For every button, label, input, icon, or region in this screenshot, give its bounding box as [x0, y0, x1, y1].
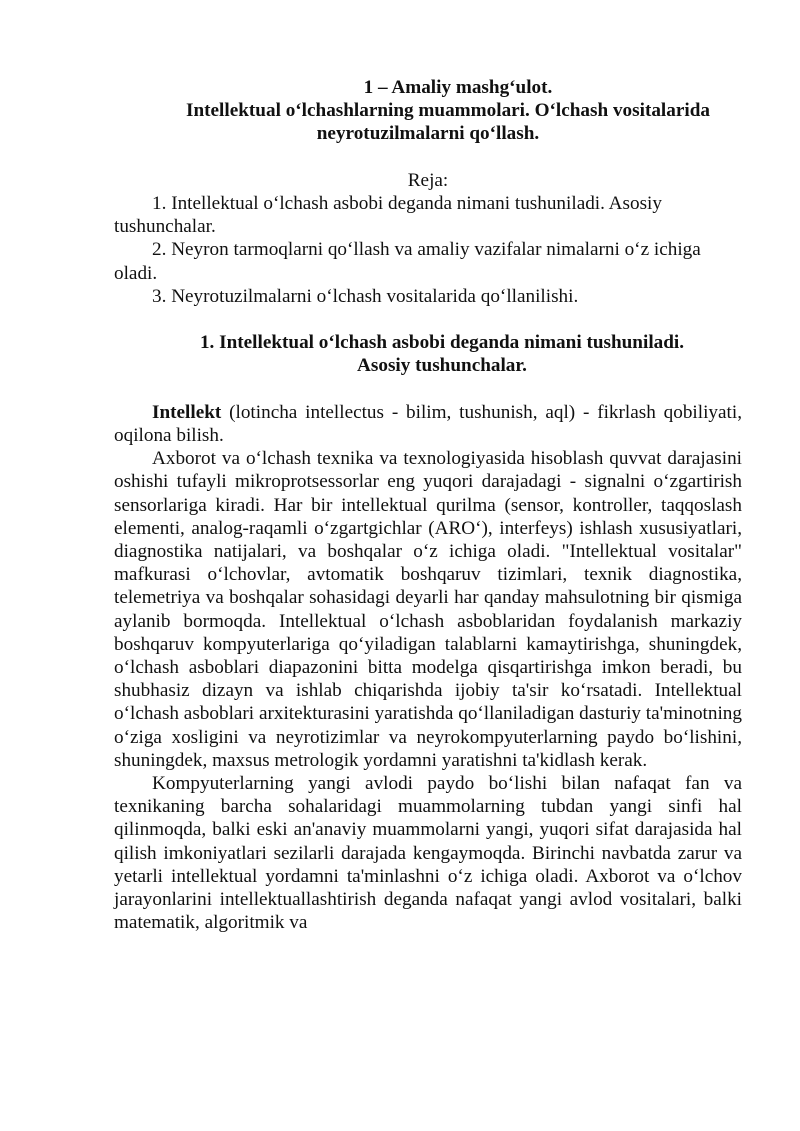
plan-item-3: 3. Neyrotuzilmalarni o‘lchash vositalarida qo‘llanilishi. — [152, 285, 579, 307]
document-title-line1: Intellektual o‘lchashlarning muammolari. O‘lchash vositalarida — [186, 100, 710, 122]
plan-item-2: 2. Neyron tarmoqlarni qo‘llash va amaliy vazifalar nimalarni o‘z ichiga oladi. — [114, 239, 701, 284]
body-paragraph-1: Axborot va o‘lchash texnika va texnologiyasida hisoblash quvvat darajasini oshishi tufayli mikroprotsessorlar eng yuqori darajadagi - signalni o‘zgartirish sensorlariga kiradi. Har bir intellektual qurilma (sensor, kontroller, taqqoslash elementi, analog-raqamli o‘zgartgichlar (ARO‘), interfeys) ishlash xususiyatlari, diagnostika natijalari, va boshqalar o‘z ichiga oladi. "Intellektual vositalar" mafkurasi o‘lchovlar, avtomatik boshqaruv tizimlari, texnik diagnostika, telemetriya va boshqalar sohasidagi deyarli har qanday mahsulotning bir qismiga aylanib bormoqda. Intellektual o‘lchash asboblaridan foydalanish markaziy boshqaruv kompyuterlariga qo‘yiladigan talablarni kamaytirishga, shuningdek, o‘lchash asboblari diapazonini bitta modelga qisqartirishga imkon beradi, bu shubhasiz dizayn va ishlab chiqarishda ijobiy ta'sir ko‘rsatadi. Intellektual o‘lchash asboblari arxitekturasini yaratishda qo‘llaniladigan dasturiy ta'minotning o‘ziga xosligini va neyrotizimlar va neyrokompyuterlarning paydo bo‘lishini, shuningdek, maxsus metrologik yordamni yaratishni ta'kidlash kerak. — [114, 448, 742, 771]
definition-text: (lotincha intellectus - bilim, tushunish, aql) - fikrlash qobiliyati, oqilona bilish. — [114, 401, 742, 446]
spacer — [114, 146, 742, 169]
plan-label: Reja: — [407, 169, 449, 191]
section-heading-line1: 1. Intellektual o‘lchash asbobi deganda nimani tushuniladi. — [199, 332, 685, 354]
practical-number: 1 – Amaliy mashg‘ulot. — [363, 77, 553, 98]
section-heading-line2: Asosiy tushunchalar. — [357, 355, 527, 377]
definition-term: Intellekt — [152, 401, 222, 423]
document-title-line2: neyrotuzilmalarni qo‘llash. — [316, 123, 540, 145]
plan-item-1: 1. Intellektual o‘lchash asbobi deganda nimani tushuniladi. Asosiy tushunchalar. — [114, 193, 662, 238]
definition-paragraph — [114, 401, 742, 447]
body-paragraph-2: Kompyuterlarning yangi avlodi paydo bo‘lishi bilan nafaqat fan va texnikaning barcha sohalaridagi muammolarning tubdan yangi sinfi hal qilinmoqda, balki eski an'anaviy muammolarni yangi, yuqori sifat darajasida hal qilish imkoniyatlari sezilarli darajada kengaymoqda. Birinchi navbatda zarur va yetarli intellektual yordamni ta'minlashni o‘z ichiga oladi. Axborot va o‘lchov jarayonlarini intellektuallashtirish deganda nafaqat yangi avlod vositalari, balki matematik, algoritmik va — [114, 773, 742, 934]
spacer — [114, 378, 742, 401]
spacer — [114, 308, 742, 331]
